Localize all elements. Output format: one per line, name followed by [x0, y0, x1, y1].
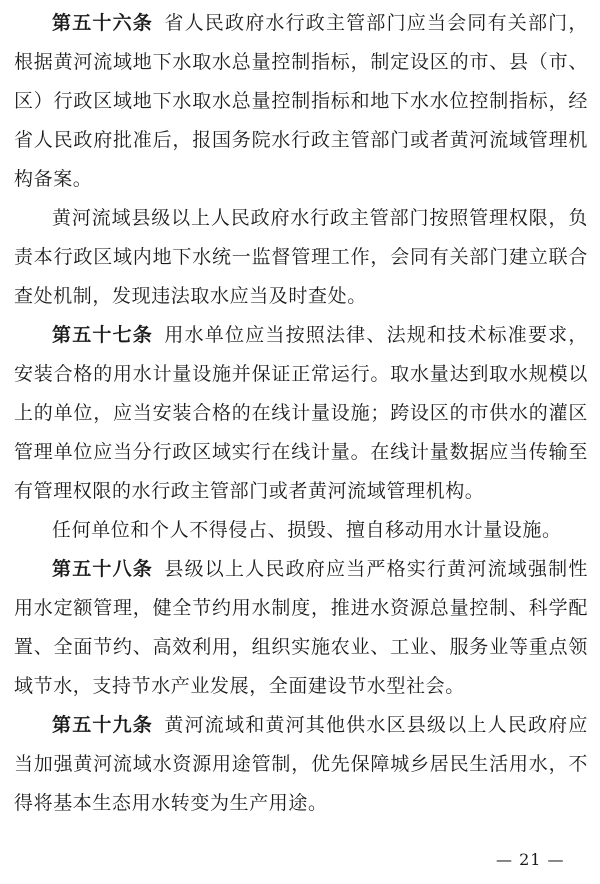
article-59-title: 第五十九条	[52, 714, 153, 736]
article-57-title: 第五十七条	[52, 324, 153, 346]
article-57	[14, 316, 588, 550]
article-59-text-1: 黄河流域和黄河其他供水区县级以上人民政府应当加强黄河流域水资源用途管制，优先保障城乡居民生活用水，不得将基本生态用水转变为生产用途。	[14, 714, 588, 814]
article-58-title: 第五十八条	[52, 558, 153, 580]
article-59-paragraph-1	[14, 706, 588, 823]
article-56	[14, 4, 588, 316]
article-58-paragraph-1	[14, 550, 588, 706]
article-59	[14, 706, 588, 823]
document-page	[14, 4, 588, 823]
article-56-paragraph-1	[14, 4, 588, 199]
article-56-paragraph-2: 黄河流域县级以上人民政府水行政主管部门按照管理权限，负责本行政区域内地下水统一监督管理工作，会同有关部门建立联合查处机制，发现违法取水应当及时查处。	[14, 207, 588, 307]
article-58	[14, 550, 588, 706]
article-58-text-1: 县级以上人民政府应当严格实行黄河流域强制性用水定额管理，健全节约用水制度，推进水资源总量控制、科学配置、全面节约、高效利用，组织实施农业、工业、服务业等重点领域节水，支持节水产业发展，全面建设节水型社会。	[14, 558, 588, 697]
article-57-text-1: 用水单位应当按照法律、法规和技术标准要求，安装合格的用水计量设施并保证正常运行。取水量达到取水规模以上的单位，应当安装合格的在线计量设施；跨设区的市供水的灌区管理单位应当分行政区域实行在线计量。在线计量数据应当传输至有管理权限的水行政主管部门或者黄河流域管理机构。	[14, 324, 588, 502]
article-57-paragraph-1	[14, 316, 588, 511]
article-56-text-1: 省人民政府水行政主管部门应当会同有关部门，根据黄河流域地下水取水总量控制指标，制定设区的市、县（市、区）行政区域地下水取水总量控制指标和地下水水位控制指标，经省人民政府批准后，报国务院水行政主管部门或者黄河流域管理机构备案。	[14, 12, 588, 190]
article-56-title: 第五十六条	[52, 12, 153, 34]
article-57-paragraph-2: 任何单位和个人不得侵占、损毁、擅自移动用水计量设施。	[52, 519, 562, 541]
page-number: — 21 —	[496, 850, 565, 869]
